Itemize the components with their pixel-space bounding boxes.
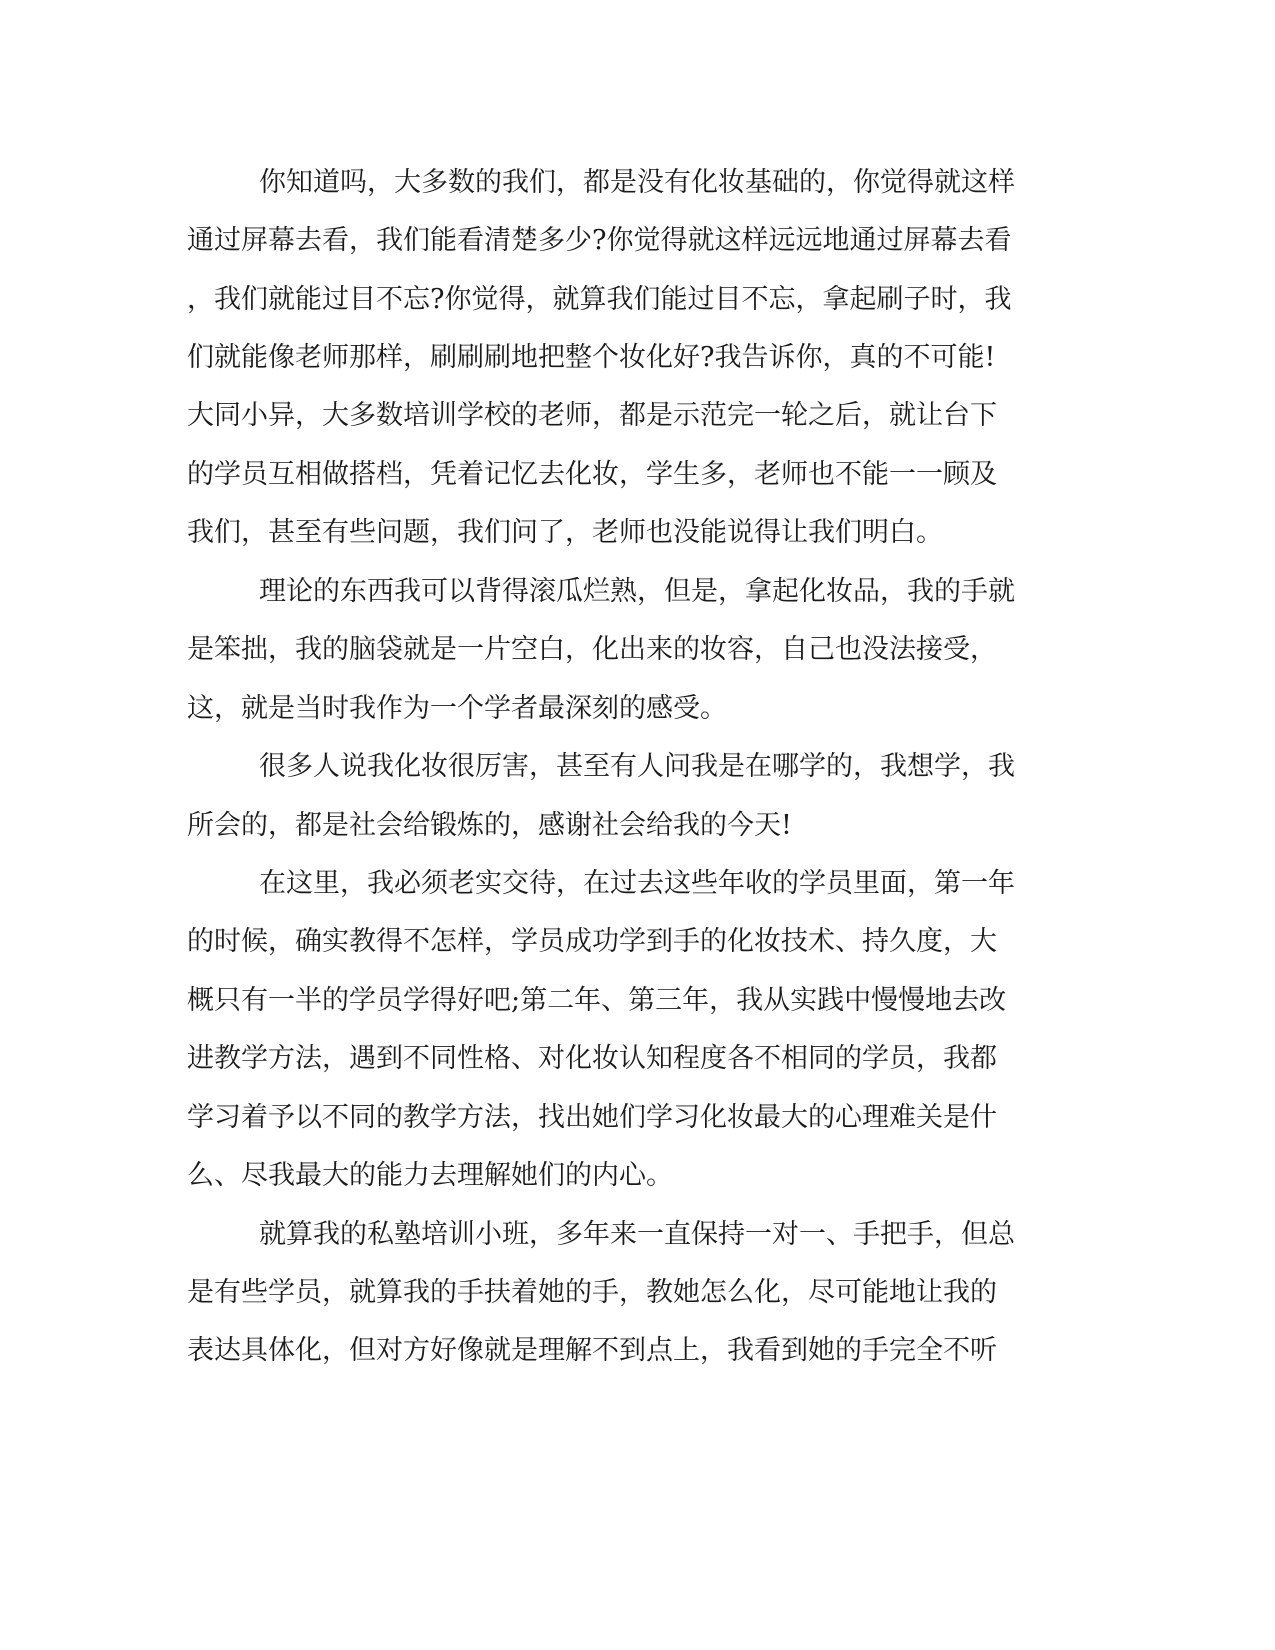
paragraph-1-line-3: ，我们就能过目不忘?你觉得，就算我们能过目不忘，拿起刷子时，我 [187, 284, 1012, 315]
paragraph-1-line-1: 你知道吗，大多数的我们，都是没有化妆基础的，你觉得就这样 [259, 167, 1015, 198]
paragraph-1-line-4: 们就能像老师那样，刷刷刷地把整个妆化好?我告诉你，真的不可能! [187, 342, 996, 373]
paragraph-4-line-3: 概只有一半的学员学得好吧;第二年、第三年，我从实践中慢慢地去改 [187, 985, 1007, 1016]
paragraph-1-line-6: 的学员互相做搭档，凭着记忆去化妆，学生多，老师也不能一一顾及 [187, 459, 997, 490]
paragraph-4-line-5: 学习着予以不同的教学方法，找出她们学习化妆最大的心理难关是什 [187, 1102, 997, 1133]
paragraph-5-line-3: 表达具体化，但对方好像就是理解不到点上，我看到她的手完全不听 [187, 1335, 997, 1366]
paragraph-3-line-1: 很多人说我化妆很厉害，甚至有人问我是在哪学的，我想学，我 [259, 751, 1015, 782]
paragraph-3-line-2: 所会的，都是社会给锻炼的，感谢社会给我的今天! [187, 810, 792, 841]
paragraph-4-line-4: 进教学方法，遇到不同性格、对化妆认知程度各不相同的学员，我都 [187, 1043, 997, 1074]
paragraph-1-line-5: 大同小异，大多数培训学校的老师，都是示范完一轮之后，就让台下 [187, 400, 997, 431]
paragraph-1-line-2: 通过屏幕去看，我们能看清楚多少?你觉得就这样远远地通过屏幕去看 [187, 225, 1012, 256]
paragraph-2-line-3: 这，就是当时我作为一个学者最深刻的感受。 [187, 693, 727, 724]
paragraph-2-line-2: 是笨拙，我的脑袋就是一片空白，化出来的妆容，自己也没法接受， [187, 634, 997, 665]
paragraph-2-line-1: 理论的东西我可以背得滚瓜烂熟，但是，拿起化妆品，我的手就 [259, 576, 1015, 607]
paragraph-1-line-7: 我们，甚至有些问题，我们问了，老师也没能说得让我们明白。 [187, 517, 943, 548]
paragraph-4-line-6: 么、尽我最大的能力去理解她们的内心。 [187, 1160, 673, 1191]
paragraph-4-line-1: 在这里，我必须老实交待，在过去这些年收的学员里面，第一年 [259, 868, 1015, 899]
paragraph-5-line-1: 就算我的私塾培训小班，多年来一直保持一对一、手把手，但总 [259, 1219, 1015, 1250]
paragraph-5-line-2: 是有些学员，就算我的手扶着她的手，教她怎么化，尽可能地让我的 [187, 1277, 997, 1308]
paragraph-4-line-2: 的时候，确实教得不怎样，学员成功学到手的化妆技术、持久度，大 [187, 926, 997, 957]
